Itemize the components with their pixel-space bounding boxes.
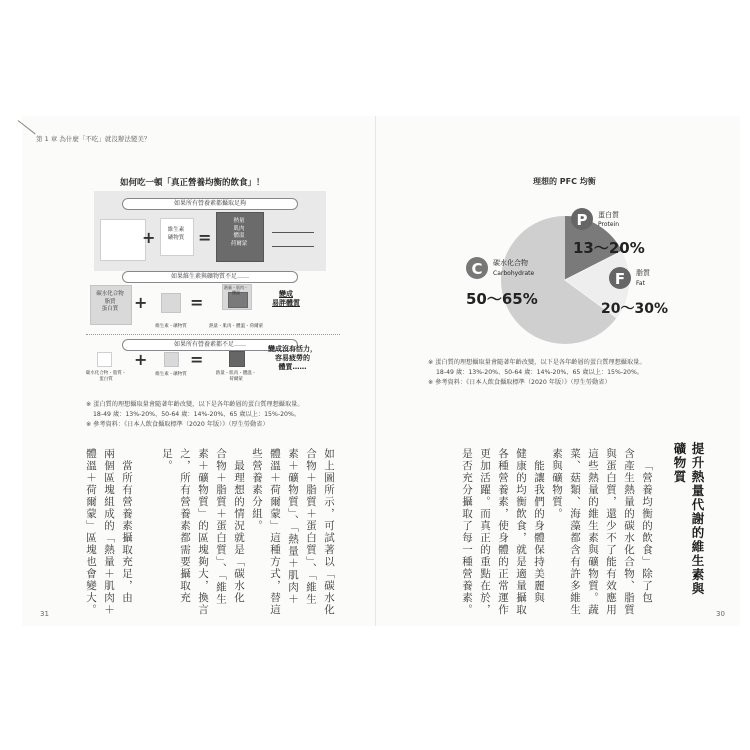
row2-vitamin-caption: 維生素・礦物質	[155, 324, 187, 329]
left-text-col-1: 如上圖所示，可試著以「碳水化	[323, 448, 335, 616]
row-divider	[86, 334, 340, 335]
pfc-pie-chart	[440, 195, 690, 355]
right-note-2: 18-49 歲：13%-20%、50-64 歲：14%-20%、65 歲以上：15%-20%。	[436, 369, 644, 376]
right-text-col-5: 菜、菇類、海藻都含有許多維生	[569, 448, 581, 616]
equals-icon: =	[198, 228, 212, 247]
row2-pill: 如果維生素與礦物質不足……	[122, 271, 298, 283]
row1-blank-line-1	[272, 232, 314, 233]
left-note-1: ※ 蛋白質的理想攝取量會隨著年齡改變，以下是各年齡層的蛋白質理想攝取量。	[86, 401, 304, 408]
right-text-col-11: 是否充分攝取了每一種營養素。	[461, 448, 473, 616]
row2-result-label: 熱量・肌肉・ 體溫	[224, 285, 248, 295]
row3-macro-box	[97, 352, 112, 367]
section-heading-line-2: 礦物質	[672, 442, 687, 484]
equals-icon: =	[190, 293, 204, 312]
row3-result-caption: 熱量・肌肉・體溫・ 荷爾蒙	[215, 371, 257, 382]
protein-en: Protein	[598, 221, 620, 228]
plus-icon: +	[134, 350, 148, 369]
right-text-col-1: 「營養均衡的飲食」除了包	[641, 460, 653, 604]
row1-vitamin-label: 維生素 礦物質	[167, 227, 185, 241]
fat-range: 20～30%	[601, 301, 668, 317]
left-text-col-8: 素＋礦物質」的區塊夠大，換言	[197, 448, 209, 616]
fat-name: 脂質	[636, 269, 650, 277]
diagram-title: 如何吃一頓「真正營養均衡的飲食」！	[120, 178, 265, 188]
left-text-col-2: 合物＋脂質＋蛋白質」、「維生	[305, 448, 317, 606]
row3-vitamin-box	[164, 352, 179, 367]
carb-range: 50～65%	[466, 290, 538, 308]
left-text-col-6: 最理想的情況就是「碳水化	[233, 460, 245, 604]
left-text-col-11: 當所有營養素攝取充足，由	[121, 460, 133, 604]
left-text-col-3: 素＋礦物質」、「熱量＋肌肉＋	[287, 448, 299, 606]
plus-icon: +	[134, 293, 148, 312]
right-text-col-9: 各種營養素，使身體的正常運作	[497, 448, 509, 616]
protein-letter: P	[576, 211, 588, 229]
right-text-col-3: 與蛋白質，還少不了能有效應用	[605, 448, 617, 616]
book-gutter	[375, 116, 376, 626]
left-text-col-12: 兩個區塊組成的「熱量＋肌肉＋	[103, 448, 115, 616]
row2-outcome: 變成 易胖體質	[272, 290, 300, 307]
right-page-number: 30	[716, 610, 725, 618]
right-text-col-10: 更加活躍。而真正的重點在於，	[479, 448, 491, 616]
left-text-col-4: 體溫＋荷爾蒙」這種方式，替這	[269, 448, 281, 616]
row2-macro-label: 碳水化合物 脂質 蛋白質	[96, 291, 124, 312]
pfc-title: 理想的 PFC 均衡	[533, 177, 596, 186]
left-note-2: 18-49 歲：13%-20%、50-64 歲：14%-20%、65 歲以上：15%-20%。	[93, 411, 301, 418]
protein-range: 13～20%	[573, 239, 645, 257]
carb-name: 碳水化合物	[493, 259, 528, 267]
left-text-col-13: 體溫＋荷爾蒙」區塊也會變大。	[85, 448, 97, 616]
plus-icon: +	[142, 228, 156, 247]
row1-blank-line-2	[272, 246, 314, 247]
right-text-col-8: 健康的均衡飲食，就是適量攝取	[515, 448, 527, 616]
protein-name: 蛋白質	[598, 211, 619, 219]
section-heading-line-1: 提升熱量代謝的維生素與	[690, 442, 705, 596]
right-text-col-4: 這些熱量的維生素與礦物質。蔬	[587, 448, 599, 616]
row1-result-label: 熱量 肌肉 體溫 荷爾蒙	[230, 218, 248, 247]
equals-icon: =	[190, 350, 204, 369]
row3-outcome: 變成沒有活力， 容易疲勞的 體質……	[268, 345, 317, 371]
fat-letter: F	[614, 270, 626, 288]
fat-en: Fat	[636, 280, 645, 287]
right-note-3: ※ 參考資料：《日本人飲食攝取標準（2020 年版）》（厚生勞動省）	[428, 379, 611, 386]
left-text-col-10: 足。	[161, 448, 173, 472]
right-note-1: ※ 蛋白質的理想攝取量會隨著年齡改變，以下是各年齡層的蛋白質理想攝取量。	[428, 359, 646, 366]
left-text-col-5: 些營養素分組。	[251, 448, 263, 532]
carb-letter: C	[471, 260, 483, 278]
left-text-col-9: 之，所有營養素都需要攝取充	[179, 448, 191, 604]
row2-result-caption: 熱量・肌肉・體溫・荷爾蒙	[209, 324, 263, 329]
row3-vitamin-caption: 維生素・礦物質	[155, 372, 187, 377]
carb-en: Carbohydrate	[493, 270, 535, 277]
row2-vitamin-box	[161, 293, 181, 313]
row3-macro-caption: 碳水化合物・脂質・ 蛋白質	[85, 371, 127, 382]
row3-pill: 如果所有營養素都不足……	[122, 339, 298, 351]
row1-pill: 如果所有營養素都攝取足夠	[122, 198, 298, 210]
row1-empty-box	[100, 219, 146, 261]
chapter-header: 第 1 章 為什麼「不吃」就沒辦法變美？	[36, 135, 151, 143]
right-text-col-2: 含產生熱量的碳水化合物、脂質	[623, 448, 635, 616]
right-text-col-6: 素與礦物質。	[551, 448, 563, 520]
left-page-number: 31	[40, 610, 49, 618]
row3-result-box	[229, 351, 245, 367]
left-text-col-7: 合物＋脂質＋蛋白質」、「維生	[215, 448, 227, 606]
right-text-col-7: 能讓我們的身體保持美麗與	[533, 460, 545, 604]
left-note-3: ※ 參考資料：《日本人飲食攝取標準（2020 年版）》（厚生勞動省）	[86, 421, 269, 428]
